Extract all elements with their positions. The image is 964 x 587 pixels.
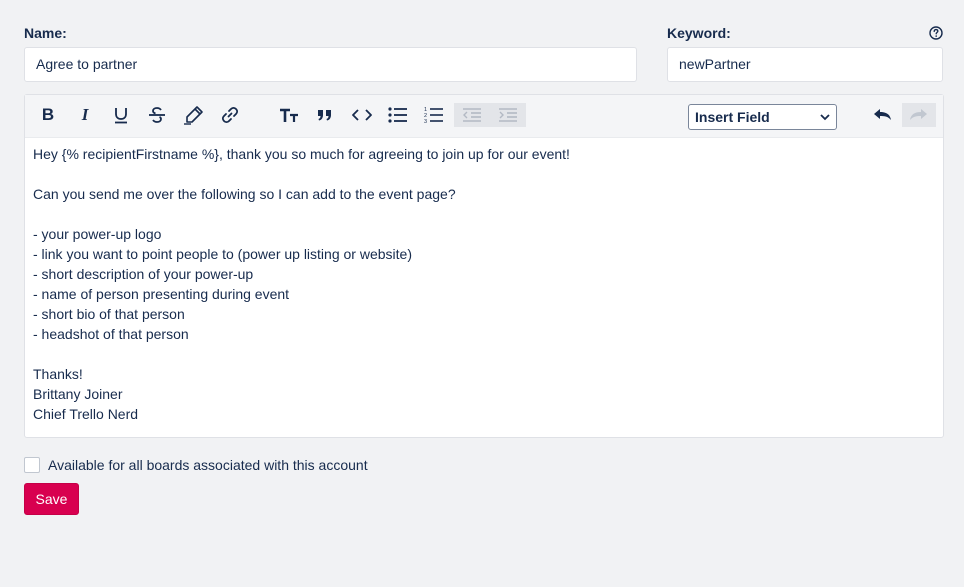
svg-text:3: 3 bbox=[424, 119, 428, 124]
bullet-list-icon[interactable] bbox=[381, 103, 415, 127]
outdent-icon[interactable] bbox=[454, 103, 490, 127]
redo-icon[interactable] bbox=[902, 103, 936, 127]
editor-toolbar bbox=[25, 95, 943, 138]
undo-icon[interactable] bbox=[865, 103, 899, 127]
link-icon[interactable] bbox=[213, 103, 247, 127]
editor-line: Chief Trello Nerd bbox=[33, 406, 139, 422]
editor-line: - short bio of that person bbox=[33, 306, 185, 322]
keyword-input[interactable]: newPartner bbox=[667, 47, 943, 82]
underline-icon[interactable] bbox=[104, 103, 138, 127]
insert-field-value: Insert Field bbox=[695, 109, 770, 125]
bold-icon[interactable]: B bbox=[41, 105, 55, 124]
editor-line: - name of person presenting during event bbox=[33, 286, 290, 302]
editor-line: Can you send me over the following so I can add to the event page? bbox=[33, 186, 456, 202]
editor-line bbox=[33, 204, 933, 224]
editor-line bbox=[33, 164, 933, 184]
rich-text-editor[interactable] bbox=[24, 94, 944, 438]
chevron-down-icon bbox=[819, 111, 831, 123]
heading-icon[interactable] bbox=[272, 103, 306, 127]
name-input[interactable]: Agree to partner bbox=[24, 47, 637, 82]
name-label: Name: bbox=[24, 25, 67, 41]
editor-line: - your power-up logo bbox=[33, 226, 162, 242]
editor-line: - headshot of that person bbox=[33, 326, 189, 342]
quote-icon[interactable] bbox=[308, 103, 342, 127]
editor-content[interactable] bbox=[33, 144, 933, 424]
keyword-label: Keyword: bbox=[667, 25, 731, 41]
editor-line bbox=[33, 344, 933, 364]
editor-line: Brittany Joiner bbox=[33, 386, 123, 402]
editor-line: Hey {% recipientFirstname %}, thank you so much for agreeing to join up for our event! bbox=[33, 146, 570, 162]
insert-field-select[interactable] bbox=[688, 104, 837, 130]
editor-line: - link you want to point people to (power up listing or website) bbox=[33, 246, 412, 262]
save-button[interactable]: Save bbox=[24, 483, 79, 515]
italic-icon[interactable]: I bbox=[81, 105, 89, 124]
numbered-list-icon[interactable] bbox=[417, 103, 451, 127]
indent-icon[interactable] bbox=[490, 103, 526, 127]
all-boards-checkbox[interactable] bbox=[24, 457, 40, 473]
strikethrough-icon[interactable] bbox=[140, 103, 174, 127]
svg-text:1: 1 bbox=[424, 107, 428, 113]
editor-line: - short description of your power-up bbox=[33, 266, 254, 282]
editor-line: Thanks! bbox=[33, 366, 83, 382]
all-boards-checkbox-label[interactable]: Available for all boards associated with this account bbox=[48, 457, 368, 473]
highlight-icon[interactable] bbox=[177, 103, 211, 127]
svg-text:2: 2 bbox=[424, 113, 428, 119]
question-circle-icon[interactable] bbox=[929, 26, 943, 40]
code-icon[interactable] bbox=[345, 103, 379, 127]
